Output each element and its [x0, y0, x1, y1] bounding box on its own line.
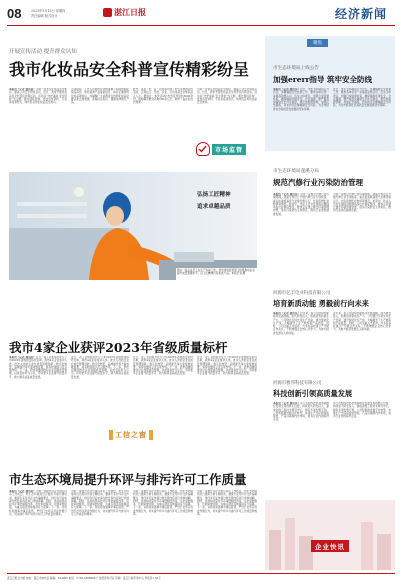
company-a: [265, 286, 395, 376]
sidebar-mid-body-cont: 为进一步规范汽修行业环境管理，遂溪分局近日开展汽修行业专项检查，重点检查喷漆废气处理设施运行、危险废物贮存转移等情况。检查中，执法人员对发现的问题现场指出并督促整改，要求企业建立健全环境管理台账，落实污染防治主体责任，推动行业绿色健康发展。: [333, 193, 391, 213]
company-b-col-2: [333, 402, 391, 492]
work-body-cont-2: 为进一步提升环评与排污许可工作质量，市生态环境局近日组织开展专题培训，邀请专家对环评文件编制要点、排污许可证申请与核发等内容进行详细讲解。同时，该局持续深化环评审批制度改革，优化审批服务，压缩审批时限，为重点项目落地提供有力保障。下一步，该局将加强事中事后监管，严厉打击环评弄虚作假行为，切实提升环评与排污许可工作质量和效率。: [133, 490, 193, 517]
company-banner-label-box: [311, 540, 349, 552]
paper-name: 湛江日报: [114, 7, 146, 17]
company-a-col-2: [333, 312, 391, 374]
masthead-rule: [7, 25, 395, 26]
sidebar-mid-byline: 本报讯（记者 通讯员）: [273, 193, 301, 196]
paper-logo: [103, 6, 151, 19]
award-headline: 我市4家企业获评2023年省级质量标杆: [9, 340, 228, 355]
company-a-kicker: 河源市亿丰电业科技有限公司: [273, 291, 331, 296]
award-body-cont-2: 近日，省工业和信息化厅公布2023年省级质量标杆名单，我市4家企业成功入选。此次入选的企业在质量管理创新、数字化转型、品牌建设等方面成效显著，具有较强的示范引领作用。下一步，我市将继续推动企业加强质量管理，以质量标杆为示范，带动更多企业提升质量水平，助力制造业高质量发展。: [133, 356, 193, 376]
sidebar-top-body-cont: 近日，市生态环境局召开会议，部署辐射安全监管工作，要求各单位进一步提高思想认识，压实主体责任，加强日常监督检查，确保辐射环境安全。会议强调，要严格落实辐射安全许可制度，规范放射源管理，加强应急演练，切实防范化解辐射安全风险，为全市经济社会高质量发展提供坚实保障。: [333, 88, 391, 108]
lead-para-3: 此外，各县（市、区）也同步开展了形式多样的宣传活动，走进社区、学校、企业，让化妆品安全知识深入人心。据统计，本次活动共发放宣传资料3000余份，现场解答群众咨询500余人次，取得了良好的社会效果。: [133, 88, 193, 105]
award-col-4: [197, 356, 257, 424]
footer-text: 湛江日报社出版 地址：湛江市赤坎区 邮编：524000 电话：0759-3388888 广告经营许可证 印刷：湛江日报印务中心 零售价1.50元: [7, 577, 161, 580]
work-byline: 本报讯（记者 通讯员）: [9, 490, 36, 493]
photo-caption: 图为一家企业员工在生产车间工作。我市市场监管部门积极推动企业提升质量管理水平，以工匠精神打造优质产品。本报记者 摄: [176, 268, 258, 288]
company-a-col-1: [273, 312, 329, 374]
work-body-cont-1: 为进一步提升环评与排污许可工作质量，市生态环境局近日组织开展专题培训，邀请专家对环评文件编制要点、排污许可证申请与核发等内容进行详细讲解。同时，该局持续深化环评审批制度改革，优化审批服务，压缩审批时限，为重点项目落地提供有力保障。下一步，该局将加强事中事后监管，严厉打击环评弄虚作假行为，切实提升环评与排污许可工作质量和效率。: [71, 490, 129, 517]
photo-title: [197, 190, 253, 210]
sidebar-top-headline: 加强ererr指导 筑牢安全防线: [273, 75, 373, 84]
window-icon: [109, 430, 113, 440]
work-col-2: [71, 490, 129, 570]
factory-photo-image: [9, 172, 257, 280]
section-title: 经济新闻: [334, 7, 387, 21]
award-body-cont-1: 近日，省工业和信息化厅公布2023年省级质量标杆名单，我市4家企业成功入选。此次入选的企业在质量管理创新、数字化转型、品牌建设等方面成效显著，具有较强的示范引领作用。下一步，我市将继续推动企业加强质量管理，以质量标杆为示范，带动更多企业提升质量水平，助力制造业高质量发展。: [71, 356, 129, 379]
award-body-cont-3: 近日，省工业和信息化厅公布2023年省级质量标杆名单，我市4家企业成功入选。此次入选的企业在质量管理创新、数字化转型、品牌建设等方面成效显著，具有较强的示范引领作用。下一步，我市将继续推动企业加强质量管理，以质量标杆为示范，带动更多企业提升质量水平，助力制造业高质量发展。: [197, 356, 257, 376]
work-col-4: [197, 490, 257, 570]
company-banner: [265, 500, 395, 570]
sidebar-top-col-1: [273, 88, 329, 148]
company-b-kicker: 河源市雅邦科技有限公司: [273, 381, 322, 386]
company-a-byline: 本报讯（记者 通讯员）: [273, 312, 301, 315]
masthead: [0, 0, 401, 34]
award-col-2: [71, 356, 129, 424]
market-watch-tag: [196, 141, 256, 157]
work-body: 为进一步提升环评与排污许可工作质量，市生态环境局近日组织开展专题培训，邀请专家对环评文件编制要点、排污许可证申请与核发等内容进行详细讲解。同时，该局持续深化环评审批制度改革，优化审批服务，压缩审批时限，为重点项目落地提供有力保障。下一步，该局将加强事中事后监管，严厉打击环评弄虚作假行为，切实提升环评与排污许可工作质量和效率。: [9, 490, 67, 517]
work-col-3: [133, 490, 193, 570]
sidebar-mid-headline: 规范汽修行业污染防治管理: [273, 178, 363, 187]
lead-headline: 我市化妆品安全科普宣传精彩纷呈: [9, 60, 250, 79]
work-body-cont-3: 为进一步提升环评与排污许可工作质量，市生态环境局近日组织开展专题培训，邀请专家对环评文件编制要点、排污许可证申请与核发等内容进行详细讲解。同时，该局持续深化环评审批制度改革，优化审批服务，压缩审批时限，为重点项目落地提供有力保障。下一步，该局将加强事中事后监管，严厉打击环评弄虚作假行为，切实提升环评与排污许可工作质量和效率。: [197, 490, 257, 517]
work-window-tag: [96, 428, 166, 442]
sidebar-mid-body: 为进一步规范汽修行业环境管理，遂溪分局近日开展汽修行业专项检查，重点检查喷漆废气处理设施运行、危险废物贮存转移等情况。检查中，执法人员对发现的问题现场指出并督促整改，要求企业建立健全环境管理台账，落实污染防治主体责任，推动行业绿色健康发展。: [273, 193, 329, 216]
sidebar-top-byline: 本报讯（记者 通讯员）: [273, 88, 301, 91]
company-b-byline: 本报讯（记者 通讯员）: [273, 402, 301, 405]
sidebar-top-col-2: [333, 88, 391, 148]
sidebar-mid-col-2: [333, 193, 391, 285]
company-b-col-1: [273, 402, 329, 492]
company-a-body-cont: 近年来，该公司坚持创新驱动发展战略，加大研发投入，积极培育新质生产力。公司通过引进先进生产设备、建设智能化生产线，大幅提升了生产效率和产品质量。同时，公司注重人才培养，与多所高校建立产学研合作关系，不断增强企业核心竞争力，为地方经济发展注入新动能。: [333, 312, 391, 332]
market-watch-label: 市场监管: [212, 144, 246, 155]
paper-logo-icon: [103, 8, 112, 17]
photo-title-line-2: 追求卓越品质: [197, 204, 231, 210]
lead-para-1-cont: 为进一步普及化妆品安全知识，提高公众安全用妆意识，近日，我市开展化妆品安全科普宣传周活动。活动以“守护美丽 安全用妆”为主题，通过现场咨询、发放宣传资料、专家讲座等形式，向市民宣传化妆品安全知识。: [197, 88, 257, 105]
editor-line: 责任编辑 版式设计: [31, 14, 58, 18]
work-col-1: [9, 490, 67, 570]
footer-rule: [7, 573, 395, 574]
company-b-body: 该公司始终把科技创新摆在发展全局的核心位置，持续加大研发投入，建成省级工程技术研究中心，拥有多项发明专利。公司积极推进数字化转型，实现生产全流程智能管控，产品远销国内外市场，成为行业内的标杆企业。: [273, 402, 329, 422]
lead-kicker: 开展宣传活动 提升群众认知: [9, 49, 77, 55]
company-a-body: 近年来，该公司坚持创新驱动发展战略，加大研发投入，积极培育新质生产力。公司通过引进先进生产设备、建设智能化生产线，大幅提升了生产效率和产品质量。同时，公司注重人才培养，与多所高校建立产学研合作关系，不断增强企业核心竞争力，为地方经济发展注入新动能。: [273, 312, 329, 335]
lead-para-1: 为进一步普及化妆品安全知识，提高公众安全用妆意识，近日，我市开展化妆品安全科普宣传周活动。活动以“守护美丽 安全用妆”为主题，通过现场咨询、发放宣传资料、专家讲座等形式，向市民宣传化妆品安全知识。: [9, 88, 67, 105]
company-banner-label: 企业快讯: [315, 542, 345, 551]
sidebar-top: [265, 36, 395, 151]
work-window-label: 工信之窗: [115, 430, 147, 439]
company-b: [265, 376, 395, 494]
company-b-body-cont: 该公司始终把科技创新摆在发展全局的核心位置，持续加大研发投入，建成省级工程技术研究中心，拥有多项发明专利。公司积极推进数字化转型，实现生产全流程智能管控，产品远销国内外市场，成为行业内的标杆企业。: [333, 402, 391, 419]
award-body: 近日，省工业和信息化厅公布2023年省级质量标杆名单，我市4家企业成功入选。此次入选的企业在质量管理创新、数字化转型、品牌建设等方面成效显著，具有较强的示范引领作用。下一步，我市将继续推动企业加强质量管理，以质量标杆为示范，带动更多企业提升质量水平，助力制造业高质量发展。: [9, 356, 67, 379]
sidebar-mid: [265, 155, 395, 285]
lead-byline: 本报讯（记者 通讯员）: [9, 88, 36, 91]
lead-para-2: 活动现场，工作人员向市民详细讲解了如何辨别化妆品真伪、如何查询产品备案信息、如何正确使用化妆品等知识，并提醒广大消费者在选购化妆品时要认准正规渠道，查看标签标识，谨慎选择网红产品。: [71, 88, 129, 105]
work-headline: 市生态环境局提升环评与排污许可工作质量: [9, 472, 247, 487]
skyline-graphic: [265, 500, 395, 570]
award-col-3: [133, 356, 193, 424]
lead-col-4: [197, 88, 257, 134]
sidebar-top-body: 近日，市生态环境局召开会议，部署辐射安全监管工作，要求各单位进一步提高思想认识，压实主体责任，加强日常监督检查，确保辐射环境安全。会议强调，要严格落实辐射安全许可制度，规范放射源管理，加强应急演练，切实防范化解辐射安全风险，为全市经济社会高质量发展提供坚实保障。: [273, 88, 329, 111]
page-number: 08: [7, 6, 22, 21]
award-col-1: [9, 356, 67, 424]
shield-icon: [196, 142, 210, 156]
date-line: 2023年5月18日 星期四: [31, 9, 66, 13]
sidebar-mid-col-1: [273, 193, 329, 285]
factory-photo: [9, 172, 257, 280]
award-byline: 本报讯（记者 通讯员）: [9, 356, 36, 359]
photo-title-line-1: 弘扬工匠精神: [197, 192, 231, 198]
sidebar-mid-kicker: 市生态环境局遂溪分局: [273, 169, 319, 174]
window-icon-right: [149, 430, 153, 440]
company-b-headline: 科技创新引领高质量发展: [273, 389, 353, 398]
company-a-headline: 培育新质动能 勇毅前行向未来: [273, 299, 369, 308]
sidebar-top-kicker: 市生态环境局上线公告: [273, 66, 319, 71]
sidebar-tag: 聚焦: [307, 39, 328, 47]
